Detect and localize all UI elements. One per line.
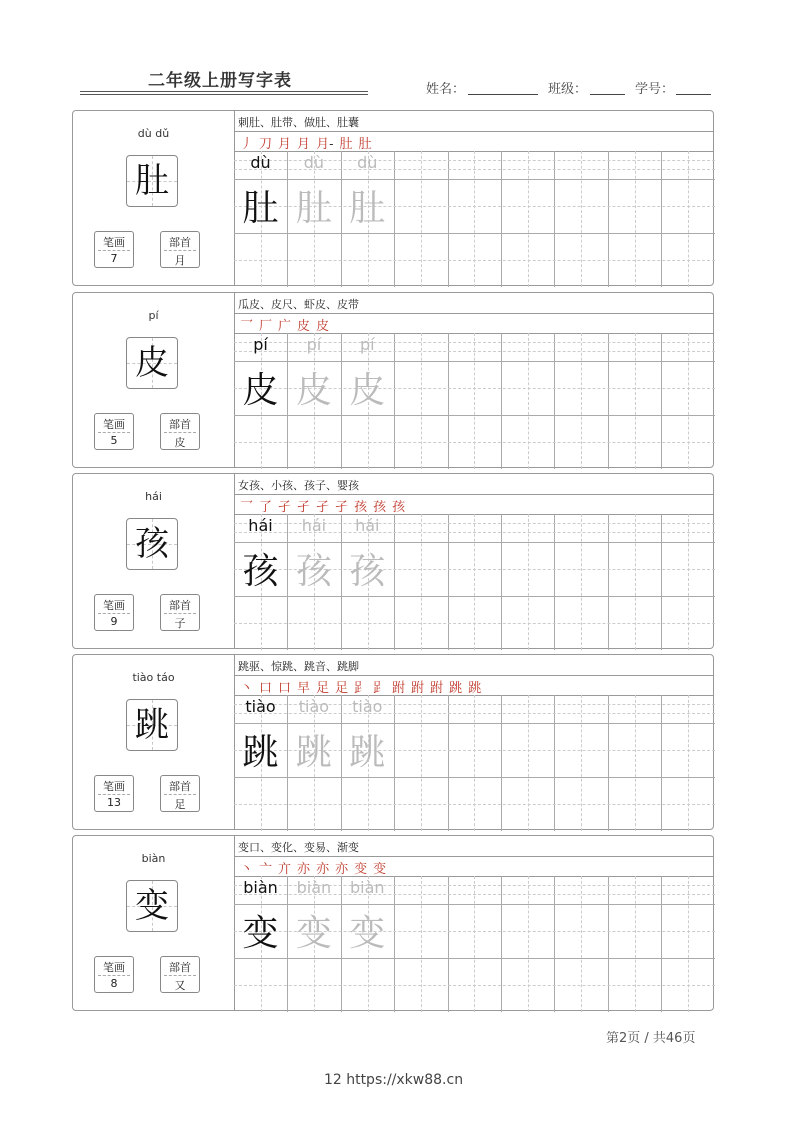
practice-character: 变	[349, 913, 386, 954]
stroke-step: 口	[278, 681, 292, 696]
practice-character: 肚	[349, 188, 386, 229]
stroke-order	[240, 677, 487, 695]
character-card	[72, 292, 714, 468]
stroke-step: 孑	[335, 500, 349, 515]
character-pinyin: dù dǔ	[137, 127, 170, 140]
radical: 月	[174, 254, 186, 267]
word-list: 刺肚、肚带、做肚、肚囊	[238, 116, 359, 129]
practice-character: 孩	[242, 551, 279, 592]
practice-pinyin: dù	[357, 153, 378, 172]
character-box	[126, 518, 178, 570]
character: 孩	[135, 524, 169, 564]
stroke-count-label: 笔画	[103, 599, 125, 612]
character-box	[126, 155, 178, 207]
practice-pinyin: tiào	[298, 697, 330, 716]
character-card	[72, 110, 714, 286]
character-box	[126, 880, 178, 932]
practice-pinyin: tiào	[245, 697, 276, 716]
character: 变	[135, 886, 169, 926]
class-label: 班级：	[548, 82, 588, 97]
stroke-order	[240, 858, 392, 876]
word-list: 瓜皮、皮尺、虾皮、皮带	[238, 298, 359, 311]
stroke-step: 皮	[297, 319, 311, 334]
practice-area	[234, 474, 713, 648]
practice-pinyin: dù	[250, 153, 271, 172]
stroke-step: 丶	[240, 862, 254, 877]
stroke-order	[240, 496, 411, 514]
practice-pinyin: pí	[253, 335, 268, 354]
name-label: 姓名：	[426, 82, 466, 97]
stroke-step: 了	[259, 500, 273, 515]
practice-pinyin: hái	[355, 516, 380, 535]
character: 皮	[135, 343, 169, 383]
stroke-step: 亦	[297, 862, 311, 877]
stroke-step: 亦	[316, 862, 330, 877]
stroke-step: 皮	[316, 319, 330, 334]
stroke-step: 月-	[316, 137, 334, 152]
character-box	[126, 699, 178, 751]
character-info	[73, 293, 235, 467]
practice-pinyin: biàn	[243, 878, 278, 897]
page-title: 二年级上册写字表	[148, 71, 292, 91]
radical: 足	[174, 798, 186, 811]
stroke-step: 足	[316, 681, 330, 696]
radical: 皮	[174, 436, 186, 449]
practice-character: 皮	[349, 370, 386, 411]
practice-area	[234, 111, 713, 285]
stroke-step: 跳	[468, 681, 482, 696]
character-box	[126, 337, 178, 389]
stroke-count-box	[94, 775, 134, 812]
character-info	[73, 836, 235, 1010]
word-list: 女孩、小孩、孩子、婴孩	[238, 479, 359, 492]
practice-character: 皮	[295, 370, 332, 411]
practice-area	[234, 655, 713, 829]
character-pinyin: pí	[148, 309, 159, 322]
practice-character: 变	[242, 913, 279, 954]
practice-pinyin: pí	[306, 335, 322, 354]
stroke-count-box	[94, 413, 134, 450]
practice-pinyin: dù	[303, 153, 325, 172]
radical-label: 部首	[169, 599, 191, 612]
stroke-step: 孑	[278, 500, 292, 515]
character-info	[73, 474, 235, 648]
practice-character: 皮	[242, 370, 279, 411]
practice-character: 肚	[242, 188, 279, 229]
stroke-count: 5	[110, 434, 118, 447]
stroke-step: 早	[297, 681, 311, 696]
stroke-step: 𧾷	[373, 681, 387, 696]
character-card	[72, 473, 714, 649]
stroke-step: 刀	[259, 137, 273, 152]
stroke-count-label: 笔画	[103, 418, 125, 431]
stroke-count-label: 笔画	[103, 780, 125, 793]
practice-area	[234, 836, 713, 1010]
stroke-step: 孩	[354, 500, 368, 515]
practice-character: 跳	[295, 732, 332, 773]
id-field[interactable]	[676, 94, 711, 95]
radical-box	[160, 956, 200, 993]
stroke-step: 跗	[430, 681, 444, 696]
radical-label: 部首	[169, 418, 191, 431]
stroke-step: 丶	[240, 681, 254, 696]
character-info	[73, 655, 235, 829]
stroke-count-box	[94, 956, 134, 993]
stroke-count-box	[94, 594, 134, 631]
practice-pinyin: tiào	[352, 697, 383, 716]
stroke-step: 口	[259, 681, 273, 696]
stroke-step: 𧾷	[354, 681, 368, 696]
stroke-step: 肚	[358, 137, 372, 152]
stroke-count-box	[94, 231, 134, 268]
stroke-step: 广	[278, 319, 292, 334]
stroke-step: 月	[278, 137, 292, 152]
character-pinyin: biàn	[141, 852, 166, 865]
character: 跳	[135, 705, 169, 745]
stroke-step: 月	[297, 137, 311, 152]
stroke-count: 13	[107, 796, 121, 809]
radical: 子	[174, 617, 186, 630]
practice-character: 孩	[349, 551, 386, 592]
practice-character: 跳	[349, 732, 386, 773]
stroke-count-label: 笔画	[103, 236, 125, 249]
stroke-step: 亣	[278, 862, 292, 877]
radical: 又	[174, 979, 186, 992]
stroke-order	[240, 315, 335, 333]
practice-character: 变	[295, 913, 332, 954]
id-label: 学号：	[635, 82, 675, 97]
stroke-step: 跗	[392, 681, 406, 696]
radical-label: 部首	[169, 961, 191, 974]
practice-pinyin: pí	[359, 335, 375, 354]
stroke-step: 变	[373, 862, 387, 877]
footer-url: 12 https://xkw88.cn	[323, 1072, 464, 1088]
name-field[interactable]	[468, 94, 538, 95]
practice-pinyin: biàn	[350, 878, 385, 897]
stroke-step: 跗	[411, 681, 425, 696]
practice-area	[234, 293, 713, 467]
stroke-step: 孩	[373, 500, 387, 515]
stroke-count: 7	[110, 252, 118, 265]
page-indicator: 第2页 / 共46页	[606, 1031, 696, 1046]
stroke-step: 亠	[259, 862, 273, 877]
radical-box	[160, 413, 200, 450]
character-info	[73, 111, 235, 285]
word-list: 变口、变化、变易、渐变	[238, 841, 359, 854]
radical-box	[160, 594, 200, 631]
stroke-step: 亦	[335, 862, 349, 877]
stroke-step: 乛	[240, 319, 254, 334]
practice-character: 孩	[295, 551, 332, 592]
radical-label: 部首	[169, 236, 191, 249]
stroke-step: 孑	[297, 500, 311, 515]
stroke-step: 肚	[339, 137, 353, 152]
stroke-step: 足	[335, 681, 349, 696]
word-list: 跳驱、惊跳、跳音、跳脚	[238, 660, 359, 673]
stroke-step: 变	[354, 862, 368, 877]
practice-character: 肚	[295, 188, 332, 229]
practice-pinyin: hái	[248, 516, 273, 535]
title-underline	[80, 91, 368, 92]
stroke-count-label: 笔画	[103, 961, 125, 974]
stroke-step: 乛	[240, 500, 254, 515]
character: 肚	[135, 161, 169, 201]
stroke-step: 孑	[316, 500, 330, 515]
practice-pinyin: biàn	[296, 878, 332, 897]
stroke-step: 丿	[240, 137, 254, 152]
character-card	[72, 654, 714, 830]
character-pinyin: tiào táo	[132, 671, 175, 684]
practice-pinyin: hái	[301, 516, 327, 535]
practice-character: 跳	[242, 732, 279, 773]
radical-box	[160, 775, 200, 812]
stroke-count: 8	[110, 977, 118, 990]
stroke-count: 9	[110, 615, 118, 628]
class-field[interactable]	[590, 94, 625, 95]
radical-box	[160, 231, 200, 268]
character-card	[72, 835, 714, 1011]
stroke-step: 跳	[449, 681, 463, 696]
stroke-order	[240, 133, 378, 151]
radical-label: 部首	[169, 780, 191, 793]
stroke-step: 厂	[259, 319, 273, 334]
character-pinyin: hái	[145, 490, 162, 503]
title-underline-2	[80, 94, 368, 95]
stroke-step: 孩	[392, 500, 406, 515]
